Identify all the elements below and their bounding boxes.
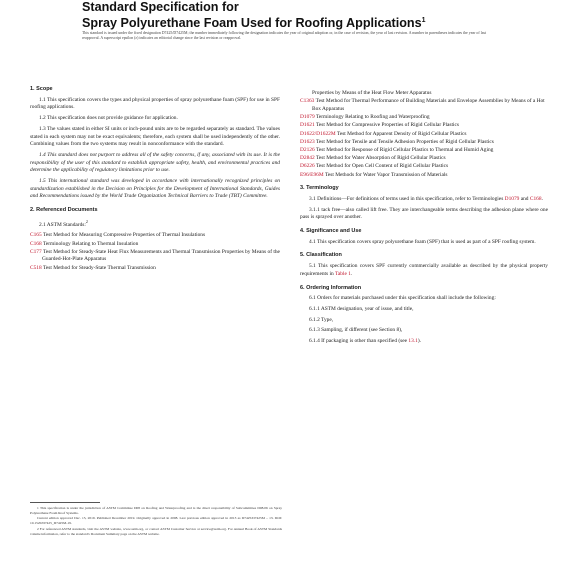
reference-link[interactable]: C177 — [30, 248, 42, 255]
reference-item — [300, 163, 548, 171]
reference-link[interactable]: C168 — [30, 240, 42, 247]
footnote-1: 1 This specification is under the jurisdiction of ASTM Committee D08 on Roofing and Waterproofing and is the direct responsibility of Subcommittee D08.06 on Spray Polyurethane Foam Roof Systems. — [30, 506, 282, 515]
reference-link[interactable]: C165 — [30, 232, 42, 239]
section-heading-significance: 4. Significance and Use — [300, 228, 362, 235]
order-item: 6.1.1 ASTM designation, year of issue, and title, — [309, 305, 414, 312]
reference-link[interactable]: D2842 — [300, 155, 315, 162]
paragraph-1-5: 1.5 This international standard was developed in accordance with internationally recognized principles on standardization established in the Decision on Principles for the Development of International Standards, Guides and Recommendations issued by the World Trade Organization Technical Barriers to Trade (TBT) Committee. — [30, 178, 280, 200]
table-1-link[interactable]: Table 1 — [334, 270, 351, 277]
footnotes — [30, 506, 282, 537]
order-item-packaging-text: 6.1.4 If packaging is other than specified (see — [309, 338, 408, 345]
reference-link[interactable]: D1623 — [300, 138, 315, 145]
order-item: 6.1.2 Type, — [309, 316, 334, 323]
paragraph-1-4: 1.4 This standard does not purport to address all of the safety concerns, if any, associated with its use. It is the responsibility of the user of this standard to establish appropriate safety, health, and environmental practices and determine the applicability of regulatory limitations prior to use. — [30, 151, 280, 174]
footnote-1-edition: Current edition approved Dec. 15, 2019. Published December 2019. Originally approved in 2008. Last previous edition approved in 2013 as D7425/D7425M – 13. DOI: 10.1520/D7425_D7425M-19. — [30, 516, 282, 526]
paragraph-1-2: 1.2 This specification does not provide guidance for application. — [39, 115, 178, 122]
section-heading-scope: 1. Scope — [30, 86, 53, 92]
reference-link[interactable]: C518 — [30, 264, 42, 271]
reference-item — [300, 147, 548, 155]
section-heading-ordering: 6. Ordering Information — [300, 284, 362, 291]
reference-item — [30, 265, 280, 273]
reference-link[interactable]: C1363 — [300, 98, 315, 105]
section-13-1-link[interactable]: 13.1 — [408, 338, 418, 345]
reference-title: Test Method for Thermal Performance of Building Materials and Envelope Assemblies by Means of a Hot Box Apparatus — [312, 98, 545, 112]
reference-link[interactable]: D1079 — [300, 114, 315, 121]
reference-item — [300, 155, 548, 163]
title-line-1: Standard Specification for — [82, 0, 239, 14]
reference-link[interactable]: D6226 — [300, 163, 315, 170]
reference-title: Test Method for Tensile and Tensile Adhesion Properties of Rigid Cellular Plastics — [315, 138, 494, 145]
reference-title: Test Method for Steady-State Thermal Transmission — [42, 264, 156, 271]
section-heading-referenced-documents: 2. Referenced Documents — [30, 207, 98, 214]
paragraph-5-1-end: . — [350, 270, 353, 277]
reference-link[interactable]: D1622/D1622M — [300, 130, 336, 137]
order-item: 6.1.3 Sampling, if different (see Section 8), — [309, 327, 403, 334]
astm-standards-label — [30, 218, 280, 230]
astm-standards-text: 2.1 ASTM Standards: — [39, 221, 86, 228]
reference-item — [300, 172, 548, 180]
reference-continuation: Properties by Means of the Heat Flow Meter Apparatus — [312, 90, 432, 96]
reference-title: Test Method for Response of Rigid Cellular Plastics to Thermal and Humid Aging — [315, 146, 494, 153]
footnote-divider — [30, 502, 100, 503]
reference-title: Test Method for Open Cell Content of Rigid Cellular Plastics — [315, 163, 449, 170]
reference-title: Test Methods for Water Vapor Transmission of Materials — [324, 171, 448, 178]
paragraph-3-1 — [300, 196, 548, 204]
left-column — [30, 86, 280, 273]
right-column — [300, 90, 548, 349]
reference-item — [30, 241, 280, 249]
title-footnote-mark: 1 — [421, 17, 426, 24]
paragraph-3-1-end: . — [541, 195, 543, 202]
section-heading-terminology: 3. Terminology — [300, 185, 339, 192]
designation-note: This standard is issued under the fixed designation D7425/D7425M; the number immediately following the designation indicates the year of original adoption or, in the case of revision, the year of last revision. A number in parentheses indicates the year of last reapproval. A superscript epsilon (ε) indicates an editorial change since the last revision or reapproval. — [82, 31, 487, 41]
terminology-link-c168[interactable]: C168 — [529, 195, 542, 202]
reference-title: Terminology Relating to Roofing and Waterproofing — [315, 114, 430, 121]
reference-item — [30, 232, 280, 240]
paragraph-1-1: 1.1 This specification covers the types and physical properties of spray polyurethane foam (SPF) for use in SPF roofing applications. — [30, 96, 280, 111]
reference-link[interactable]: D1621 — [300, 122, 315, 129]
reference-item — [300, 114, 548, 122]
paragraph-5-1 — [300, 263, 548, 278]
reference-link[interactable]: D2126 — [300, 146, 315, 153]
terminology-link-d1079[interactable]: D1079 — [504, 195, 520, 202]
order-item-packaging-end: ). — [417, 338, 421, 345]
reference-item — [300, 131, 548, 139]
reference-title: Test Method for Compressive Properties of Rigid Cellular Plastics — [315, 122, 460, 129]
reference-title: Terminology Relating to Thermal Insulation — [42, 240, 139, 247]
paragraph-3-1-and: and — [520, 195, 529, 202]
paragraph-3-1-1: 3.1.1 tack free—also called lift free. They are interchangeable terms describing the adhesion plane where one pass is sprayed over another. — [300, 206, 548, 221]
document-title — [82, 0, 542, 30]
paragraph-1-3: 1.3 The values stated in either SI units or inch-pound units are to be regarded separately as standard. The values stated in each system may not be exact equivalents; therefore, each system shall be used independently of the other. Combining values from the two systems may result in nonconformance with the standard. — [30, 125, 280, 148]
reference-item — [300, 122, 548, 130]
reference-item — [300, 98, 548, 113]
section-heading-classification: 5. Classification — [300, 252, 342, 259]
reference-item — [30, 249, 280, 264]
paragraph-4-1: 4.1 This specification covers spray polyurethane foam (SPF) that is used as part of a SPF roofing system. — [309, 238, 536, 245]
paragraph-6-1: 6.1 Orders for materials purchased under this specification shall include the following: — [309, 295, 496, 302]
order-item-packaging — [300, 338, 548, 346]
reference-title: Test Method for Measuring Compressive Properties of Thermal Insulations — [42, 232, 206, 239]
reference-title: Test Method for Steady-State Heat Flux Measurements and Thermal Transmission Properties by Means of the Guarded-Hot-Plate Apparatus — [42, 248, 280, 263]
reference-item — [300, 139, 548, 147]
title-line-2 — [82, 14, 542, 30]
title-line-2-text: Spray Polyurethane Foam Used for Roofing Applications — [82, 16, 422, 31]
reference-title: Test Method for Apparent Density of Rigid Cellular Plastics — [336, 130, 467, 137]
paragraph-5-1-text: 5.1 This specification covers SPF currently commercially available as described by the physical property requirements in — [300, 263, 548, 277]
astm-footnote-mark: 2 — [85, 218, 88, 224]
paragraph-3-1-text: 3.1 Definitions—For definitions of terms used in this specification, refer to Terminologies — [309, 195, 504, 202]
reference-link[interactable]: E96/E96M — [300, 171, 324, 178]
footnote-2: 2 For referenced ASTM standards, visit the ASTM website, www.astm.org, or contact ASTM Customer Service at service@astm.org. For Annual Book of ASTM Standards volume information, refer to the standard's Document Summary page on the ASTM website. — [30, 526, 282, 536]
reference-title: Test Method for Water Absorption of Rigid Cellular Plastics — [315, 155, 446, 162]
